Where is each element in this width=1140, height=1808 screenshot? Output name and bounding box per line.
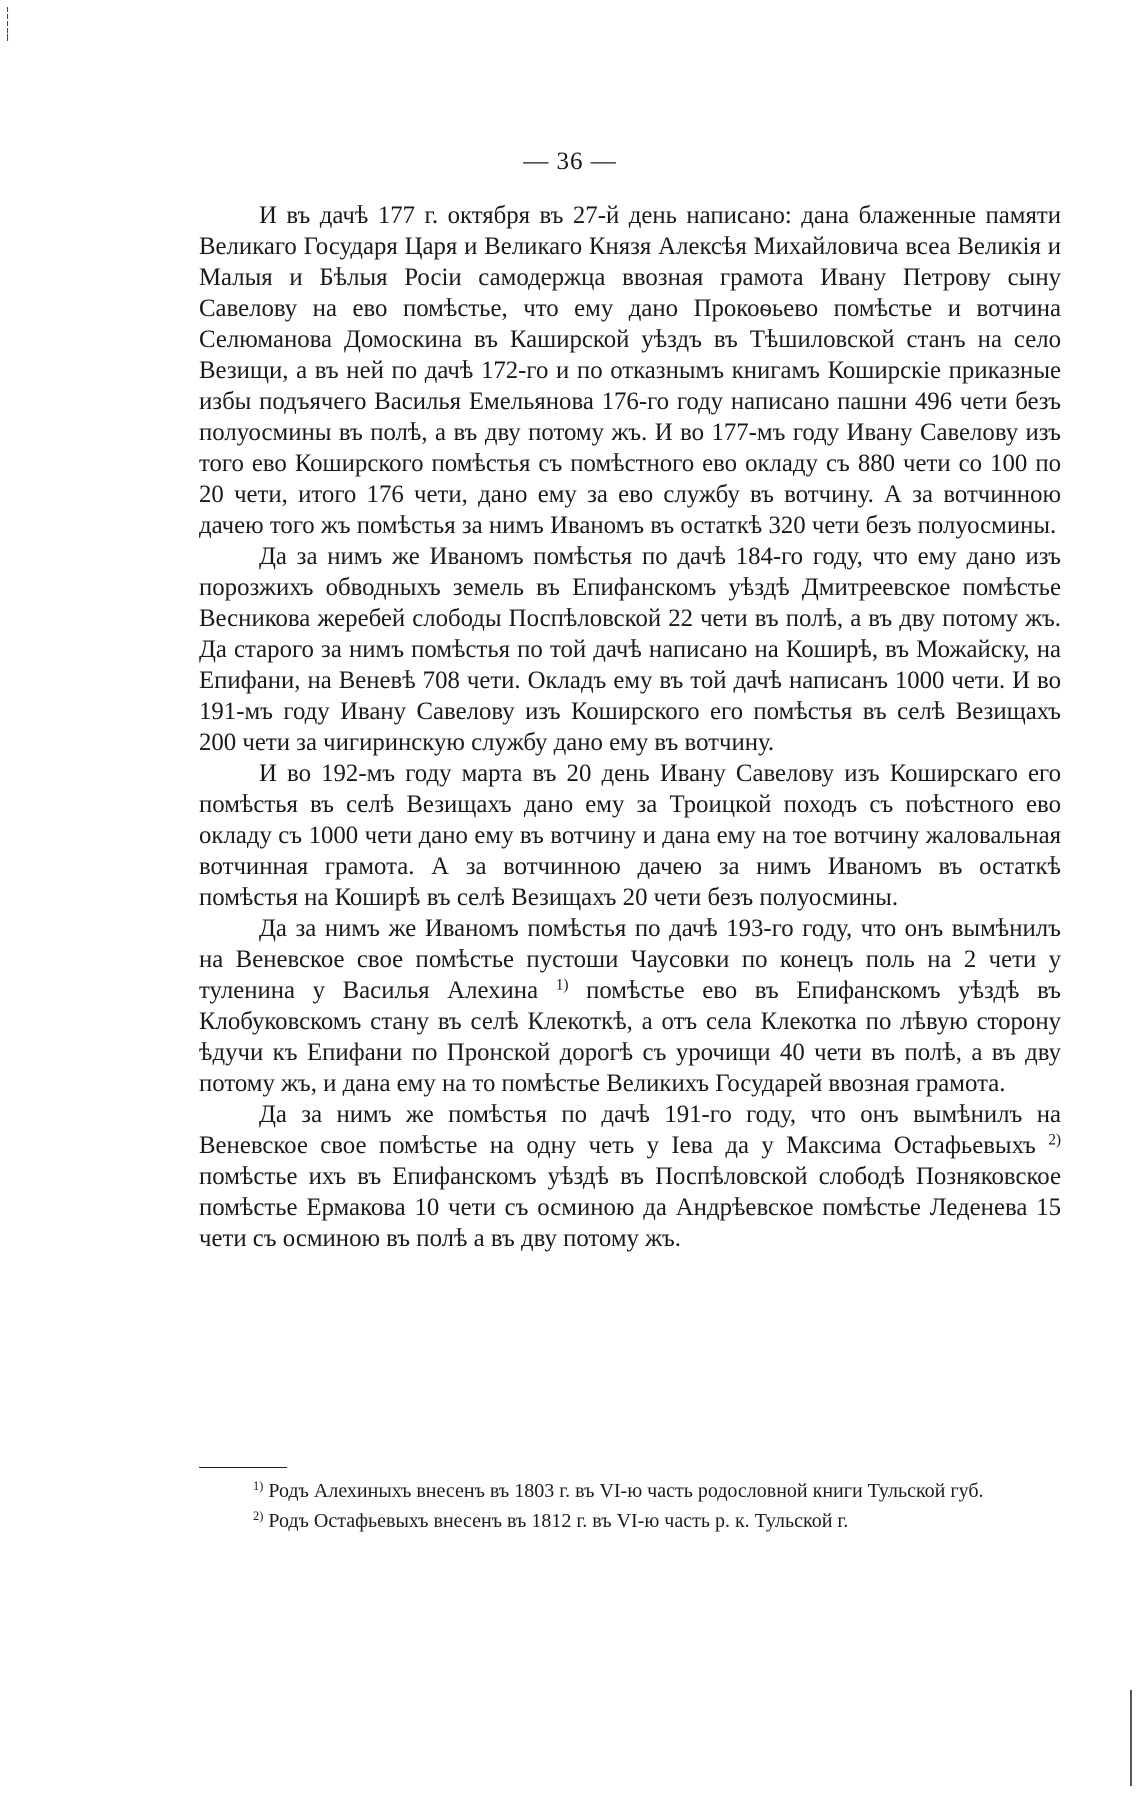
footnote-separator [199, 1467, 287, 1468]
paragraph-text: И во 192-мъ году марта въ 20 день Ивану Савелову изъ Коширскаго его помѣстья въ селѣ Везищахъ дано ему за Троицкой походъ съ поѣстного ево окладу съ 1000 чети дано ему въ вотчину и дана ему на тое вотчину жаловальная вотчинная грамота. А за вотчинною дачею за нимъ Иваномъ въ остаткѣ помѣстья на Коширѣ въ селѣ Везищахъ 20 чети безъ полуосмины. [199, 760, 1061, 911]
paragraph [199, 913, 1061, 1099]
paragraph [199, 758, 1061, 913]
scan-edge-line [1130, 1690, 1132, 1786]
footnote-text: Родъ Алехиныхъ внесенъ въ 1803 г. въ VI-ю часть родословной книги Тульской губ. [263, 1480, 984, 1502]
footnote-reference: 2) [1048, 1131, 1061, 1149]
paragraph-text: помѣстье ево въ Епифанскомъ уѣздѣ въ Клобуковскомъ стану въ селѣ Клекоткѣ, а отъ села Клекотка по лѣвую сторону ѣдучи къ Епифани по Пронской дорогѣ съ урочищи 40 чети въ полѣ, а въ дву потому жъ, и дана ему на то помѣстье Великихъ Государей ввозная грамота. [199, 977, 1061, 1097]
paragraph [199, 1099, 1061, 1254]
footnote-text: Родъ Остафьевыхъ внесенъ въ 1812 г. въ VI-ю часть р. к. Тульской г. [263, 1510, 849, 1532]
paragraph-text: И въ дачѣ 177 г. октября въ 27-й день написано: дана блаженные памяти Великаго Государя Царя и Великаго Князя Алексѣя Михайловича всеа Великія и Малыя и Бѣлыя Росіи самодержца ввозная грамота Ивану Петрову сыну Савелову на ево помѣстье, что ему дано Прокоѳьево помѣстье и вотчина Селюманова Домоскина въ Каширской уѣздъ въ Тѣшиловской станъ на село Везищи, а въ ней по дачѣ 172-го и по отказнымъ книгамъ Коширскіе приказные избы подъячего Василья Емельянова 176-го году написано пашни 496 чети безъ полуосмины въ полѣ, а въ дву потому жъ. И во 177-мъ году Ивану Савелову изъ того ево Коширского помѣстья съ помѣстного ево окладу съ 880 чети со 100 по 20 чети, итого 176 чети, дано ему за ево службу въ вотчину. А за вотчинною дачею того жъ помѣстья за нимъ Иваномъ въ остаткѣ 320 чети безъ полуосмины. [199, 202, 1061, 539]
paragraph-text: Да за нимъ же Иваномъ помѣстья по дачѣ 193-го году, что онъ вымѣнилъ на Веневское свое помѣстье пустоши Чаусовки по конецъ поль на 2 чети у туленина у Василья Алехина [199, 915, 1061, 1004]
margin-scan-marks: ╎ ╎ ╵ [4, 6, 12, 48]
footnote [199, 1478, 1061, 1505]
footnote-mark: 2) [253, 1509, 264, 1524]
main-text [199, 200, 1061, 1254]
page-number: — 36 — [523, 148, 617, 175]
footnote-mark: 1) [253, 1479, 264, 1494]
paragraph-text: Да за нимъ же помѣстья по дачѣ 191-го году, что онъ вымѣнилъ на Веневское свое помѣстье на одну четь у Іева да у Максима Остафьевыхъ [199, 1101, 1061, 1159]
paragraph-text: Да за нимъ же Иваномъ помѣстья по дачѣ 184-го году, что ему дано изъ порозжихъ обводныхъ земель въ Епифанскомъ уѣздѣ Дмитреевское помѣстье Весникова жеребей слободы Поспѣловской 22 чети въ полѣ, а въ дву потому жъ. Да старого за нимъ помѣстья по той дачѣ написано на Коширѣ, въ Можайску, на Епифани, на Веневѣ 708 чети. Окладъ ему въ той дачѣ написанъ 1000 чети. И во 191-мъ году Ивану Савелову изъ Коширского его помѣстья въ селѣ Везищахъ 200 чети за чигиринскую службу дано ему въ вотчину. [199, 543, 1061, 756]
paragraph [199, 541, 1061, 758]
paragraph-text: помѣстье ихъ въ Епифанскомъ уѣздѣ въ Поспѣловской слободѣ Позняковское помѣстье Ермакова 10 чети съ осминою да Андрѣевское помѣстье Леденева 15 чети съ осминою въ полѣ а въ дву потому жъ. [199, 1163, 1061, 1252]
paragraph [199, 200, 1061, 541]
footnote [199, 1508, 1061, 1535]
footnotes [199, 1478, 1061, 1538]
footnote-reference: 1) [555, 976, 569, 994]
